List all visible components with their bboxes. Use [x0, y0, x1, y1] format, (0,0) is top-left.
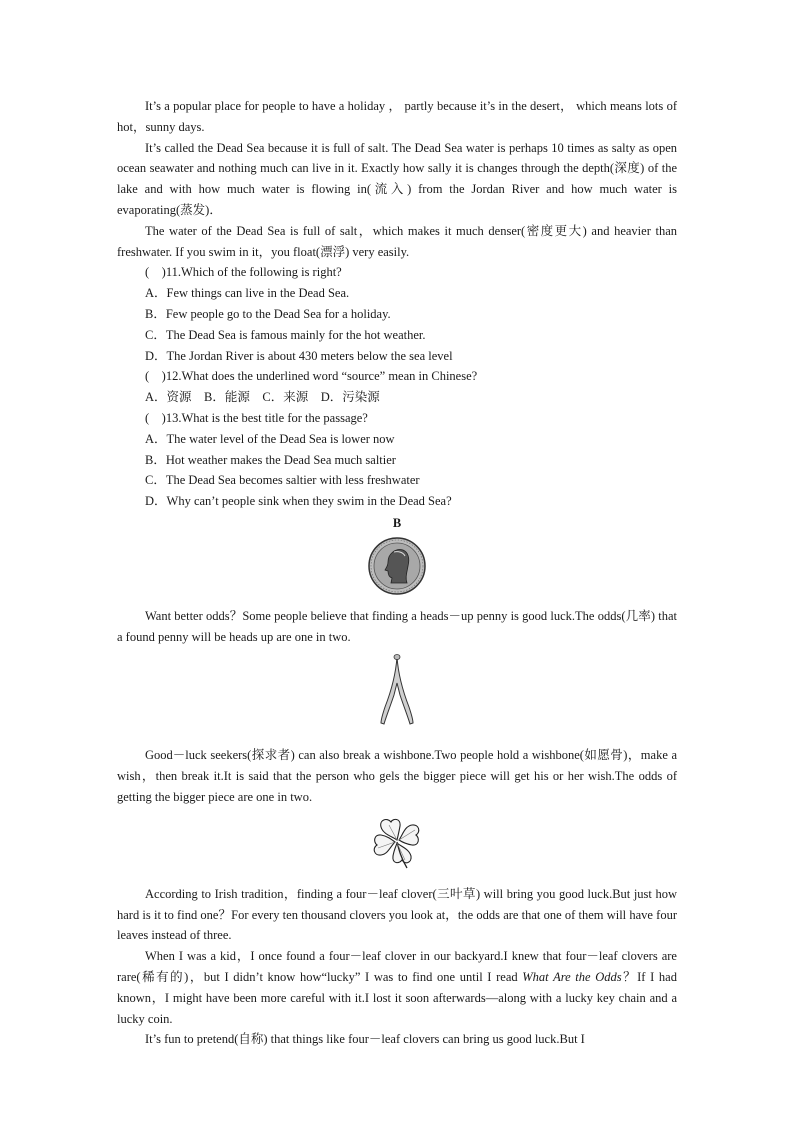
wishbone-icon — [377, 651, 417, 729]
penny-icon — [367, 536, 427, 596]
clover-figure — [117, 814, 677, 874]
book-title: What Are the Odds — [522, 969, 622, 984]
question-13-option-c: C．The Dead Sea becomes saltier with less freshwater — [145, 473, 420, 488]
question-13-option-d: D．Why can’t people sink when they swim in the Dead Sea? — [145, 494, 452, 509]
question-11-stem: ( )11.Which of the following is right? — [145, 265, 342, 280]
question-11-option-a: A．Few things can live in the Dead Sea. — [145, 286, 350, 301]
document-page — [117, 96, 677, 1050]
paragraph-b2: Good－luck seekers(探求者) can also break a wishbone.Two people hold a wishbone(如愿骨)，make a wish，then break it.It is said that the person who gels the bigger piece will get his or her wish.The odds of getting the bigger piece are one in two. — [117, 748, 677, 804]
question-11-option-d: D．The Jordan River is about 430 meters below the sea level — [145, 348, 453, 363]
question-11-option-c: C．The Dead Sea is famous mainly for the hot weather. — [145, 327, 426, 342]
paragraph-a3: The water of the Dead Sea is full of salt，which makes it much denser(密度更大) and heavier than freshwater. If you swim in it，you float(漂浮) very easily. — [117, 223, 677, 259]
question-11-option-b: B．Few people go to the Dead Sea for a holiday. — [145, 306, 391, 321]
question-13-stem: ( )13.What is the best title for the passage? — [145, 410, 368, 425]
paragraph-a2: It’s called the Dead Sea because it is full of salt. The Dead Sea water is perhaps 10 times as salty as open ocean seawater and nothing much can live in it. Exactly how sally it is changes through the depth(深度) of the lake and with how much water is flowing in(流入) from the Jordan River and how much water is evaporating(蒸发)． — [117, 140, 677, 217]
paragraph-b4 — [117, 946, 677, 1029]
paragraph-b5: It’s fun to pretend(自称) that things like four－leaf clovers can bring us good luck.But I — [145, 1032, 585, 1047]
section-label-b: B — [392, 515, 402, 530]
paragraph-a1: It’s a popular place for people to have a holiday ， partly because it’s in the desert， which means lots of hot，sunny days. — [117, 99, 677, 134]
question-12-stem: ( )12.What does the underlined word “source” mean in Chinese? — [145, 369, 478, 384]
question-12-options: A．资源 B．能源 C．来源 D．污染源 — [145, 390, 380, 405]
paragraph-b1: Want better odds？Some people believe that finding a heads－up penny is good luck.The odds(几率) that a found penny will be heads up are one in two. — [117, 608, 677, 644]
paragraph-b4-text-1: When I was a kid，I once found a four－leaf clover in our backyard.I knew that four－leaf clovers are rare(稀有的)，but I didn’t know how“lucky” I was to find one until I read — [117, 949, 677, 984]
paragraph-b3: According to Irish tradition，finding a four－leaf clover(三叶草) will bring you good luck.But just how hard is it to find one？For every ten thousand clovers you look at，the odds are that one of them will have four leaves instead of three. — [117, 886, 677, 943]
four-leaf-clover-icon — [369, 814, 425, 870]
penny-figure — [117, 536, 677, 600]
wishbone-figure — [117, 651, 677, 737]
paragraph-b4-text-2: ？If I had known，I might have been more careful with it.I lost it soon afterwards—along with a lucky key chain and a lucky coin. — [117, 969, 677, 1026]
question-13-option-b: B．Hot weather makes the Dead Sea much saltier — [145, 452, 396, 467]
question-13-option-a: A．The water level of the Dead Sea is lower now — [145, 431, 395, 446]
